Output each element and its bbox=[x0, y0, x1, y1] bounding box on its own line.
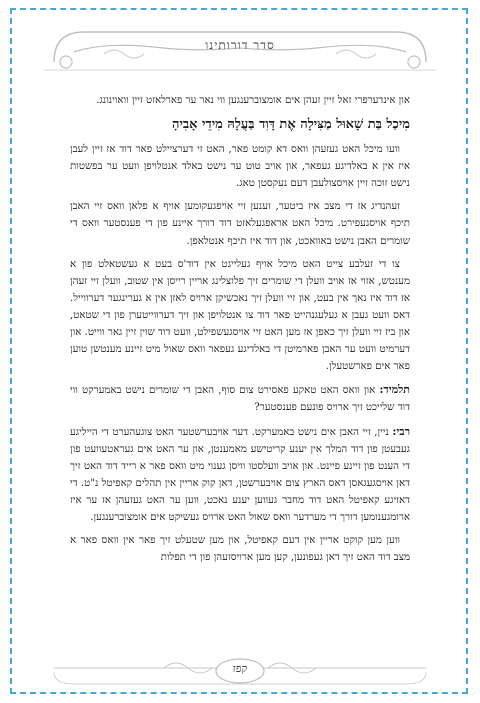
paragraph: וועו מיכל האט געזעהן וואס דא קומט פאר, האט זי דערציילט פאר דוד אז זיין לעבן איז אין א באלדיגע געפאר, און אויב טוט ער נישט באלד אנטלויפן וועט ער בפשטות נישט זוכה זיין אויסצולעבן דעם נעקסטן טאג. bbox=[70, 144, 410, 190]
paragraph: זעהנדיג אז די מצב איז ביטער, זענען זיי אויפגעקומען אויף א פלאן וואס זיי האבן תיכף אויסגעפירט. מיכל האט אראפגעלאזט דוד דורך איינע פון די פענסטער וואס די שומרים האבן נישט באוואכט, און דוד איז תיכף אנטלאפן. bbox=[70, 201, 410, 247]
dialogue-text: און וואס האט טאקע פאסירט צום סוף, האבן די שומרים נישט באמערקט ווי דוד שלייכט זיך ארויס פונעם פענסטער? bbox=[70, 385, 410, 414]
section-heading: מִיכַל בַּת שָׁאוּל מַצִּילָה אֶת דָּוִד בַּעֲלָהּ מִידֵי אָבִיהָ bbox=[172, 117, 410, 133]
speaker-label: תלמיד: bbox=[379, 383, 410, 397]
speaker-label: רבי: bbox=[392, 424, 410, 438]
paragraph: צו די זעלבע צייט האט מיכל אויף געלייגט אין דוד'ס בעט א געשטאלט פון א מענטש, אזוי אז אויב וועלן די שומרים זיך פלוצלינג אריין רייסן אין שטוב, וועלן זיי זעהן אז דוד איז נאך אין בעט, און זיי וועלן זיך נאכשיקן ארויס לאזן אין א גערינגער דערווייל. דאס וועט געבן א געלעגנהייט פאר דוד צו אנטלויפן און זיך דערווייטערן פון די שטאט, און ביז זיי וועלן זיך כאפן אז מען האט זיי אויסגעשפילט, וועט דוד שוין זיין גאר ווייט. און דערמיט וועט ער האבן פארמיטן די באלדיגע געפאר וואס שאול מיט זיינע מענטשן טוען פאר אים פארשטעלן. bbox=[70, 258, 410, 373]
main-text bbox=[70, 92, 410, 572]
dialogue-rebbe bbox=[70, 423, 410, 527]
paragraph-continuation: און אינדערפרי זאל זיין זעהן אים אומצוברענגען ווי נאר ער פארלאזט זיין וואוינונג. bbox=[96, 95, 410, 106]
dialogue-student bbox=[70, 381, 410, 416]
paragraph-closing: ווען מען קוקט אריין אין דעם קאפיטל, און מען שטעלט זיך פאר אין וואס פאר א מצב דוד האט זיך דאן געפונען, קען מען ארויסזעהן פון די תפלות bbox=[70, 535, 410, 564]
dialogue-text: ניין, זיי האבן אים נישט באמערקט. דער אויבערשטער האט צוגעהערט די הייליגע געבעטן פון דוד המלך אין יענע קריטישע מאמענטן, און ער האט אים געראטעוועט פון די הענט פון זיינע פיינט. און אויב וועלסטו וויסן גענוי מיט וואס פאר א רייד דוד האט זיך דאן אויסגעגאסן דאס הארץ צום אויבערשטן, דאן קוק אריין אין תהלים קאפיטל נ"ט. די דאזיגע קאפיטל האט דוד מחבר געווען יענע נאכט, ווען ער האט געזעהן אז ער איז ארומגענומען דורך די מערדער וואס שאול האט ארויס געשיקט אים אומצוברענגען. bbox=[70, 426, 410, 523]
running-header-title: סדר דורותינו bbox=[205, 38, 275, 52]
page-number: קפז bbox=[232, 662, 248, 675]
